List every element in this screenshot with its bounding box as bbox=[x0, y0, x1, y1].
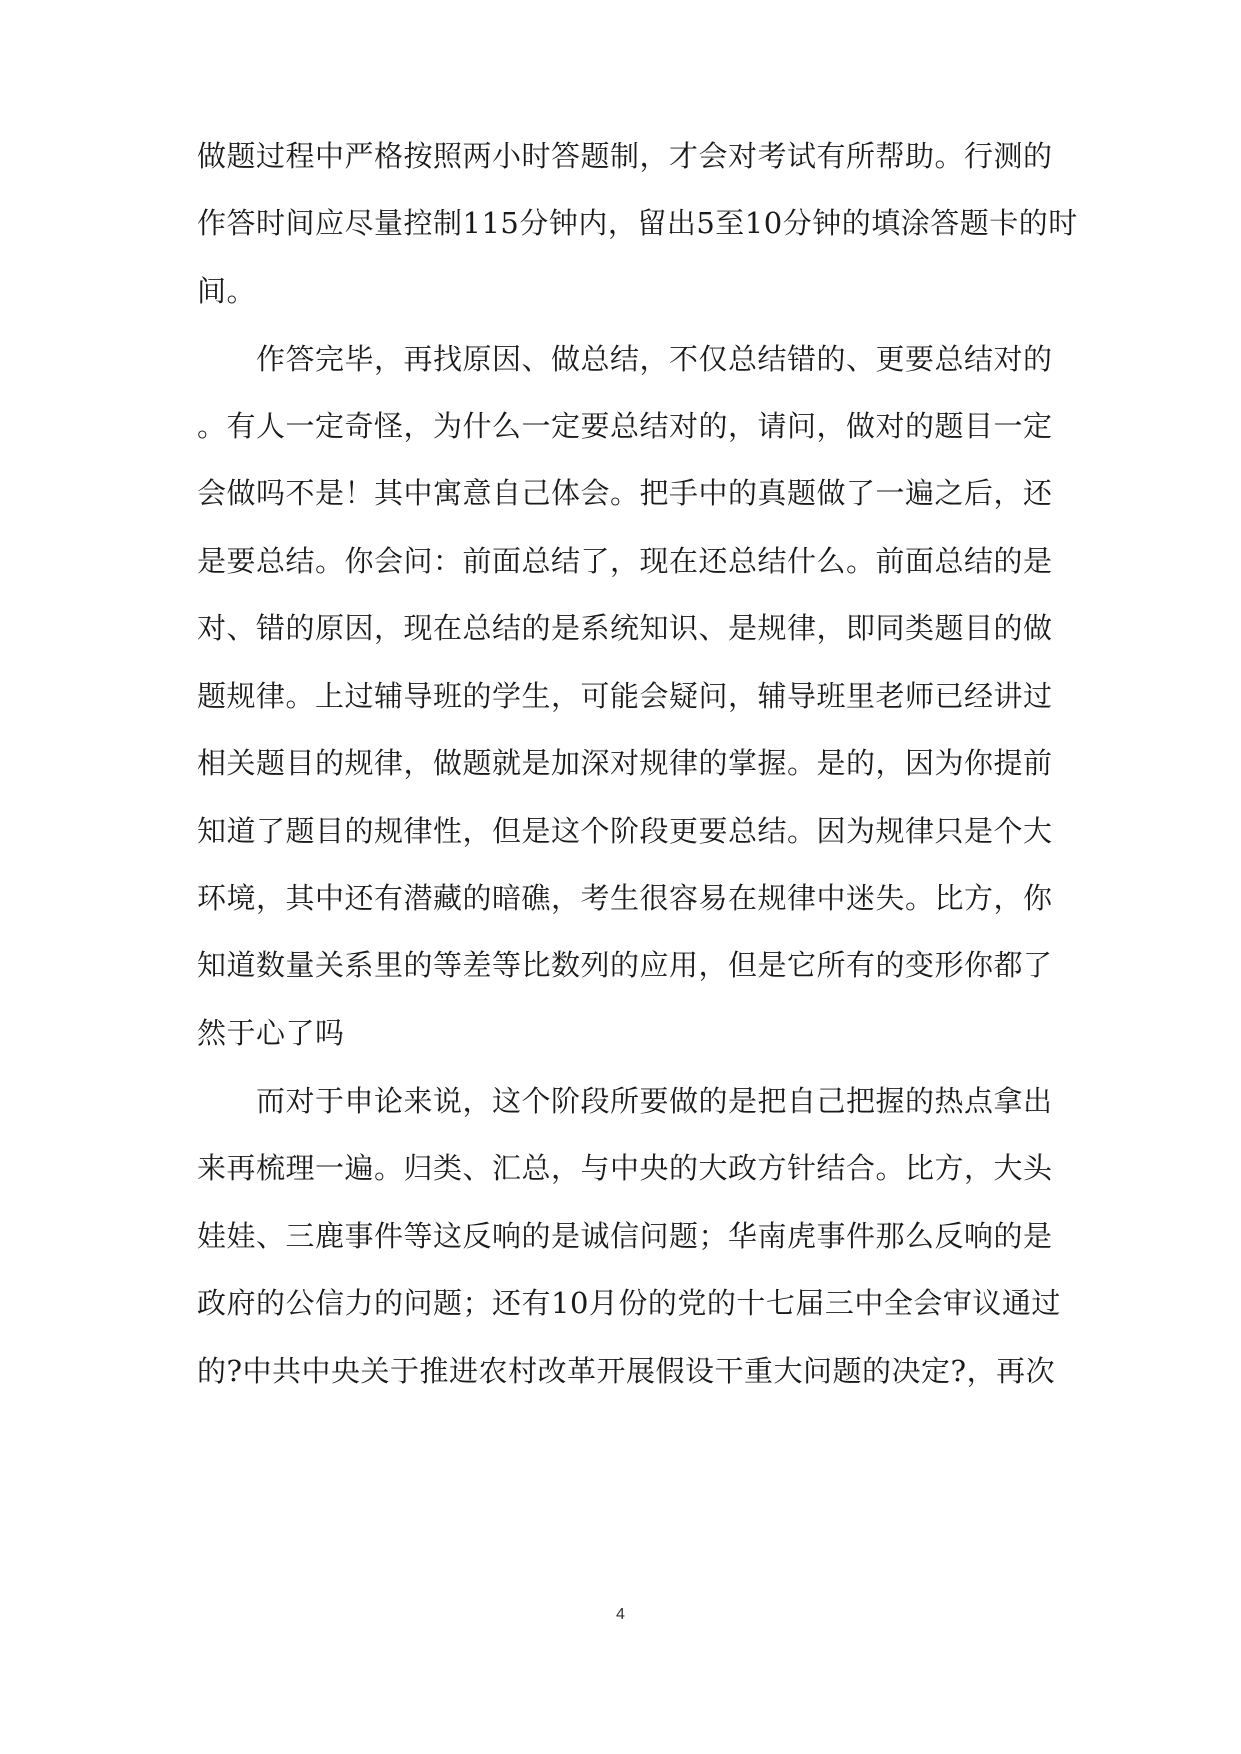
text-line: 的?中共中央关于推进农村改革开展假设干重大问题的决定?，再次 bbox=[197, 1354, 1056, 1388]
text-line: 而对于申论来说，这个阶段所要做的是把自己把握的热点拿出 bbox=[256, 1084, 1053, 1118]
text-line: 会做吗不是！其中寓意自己体会。把手中的真题做了一遍之后，还 bbox=[197, 476, 1053, 510]
text-line: 知道了题目的规律性，但是这个阶段更要总结。因为规律只是个大 bbox=[197, 814, 1053, 848]
text-line: 作答时间应尽量控制115分钟内，留出5至10分钟的填涂答题卡的时 bbox=[197, 206, 1078, 240]
text-line: 做题过程中严格按照两小时答题制，才会对考试有所帮助。行测的 bbox=[197, 139, 1053, 173]
text-line: 来再梳理一遍。归类、汇总，与中央的大政方针结合。比方，大头 bbox=[197, 1151, 1053, 1185]
page-number: 4 bbox=[616, 1606, 625, 1623]
text-line: 是要总结。你会问：前面总结了，现在还总结什么。前面总结的是 bbox=[197, 544, 1053, 578]
text-line: 政府的公信力的问题；还有10月份的党的十七届三中全会审议通过 bbox=[197, 1286, 1061, 1320]
text-line: 然于心了吗 bbox=[197, 1016, 345, 1050]
text-line: 娃娃、三鹿事件等这反响的是诚信问题；华南虎事件那么反响的是 bbox=[197, 1219, 1053, 1253]
text-line: 环境，其中还有潜藏的暗礁，考生很容易在规律中迷失。比方，你 bbox=[197, 881, 1053, 915]
text-line: 知道数量关系里的等差等比数列的应用，但是它所有的变形你都了 bbox=[197, 948, 1053, 982]
text-line: 题规律。上过辅导班的学生，可能会疑问，辅导班里老师已经讲过 bbox=[197, 679, 1053, 713]
text-line: 。有人一定奇怪，为什么一定要总结对的，请问，做对的题目一定 bbox=[197, 409, 1053, 443]
text-line: 对、错的原因，现在总结的是系统知识、是规律，即同类题目的做 bbox=[197, 611, 1053, 645]
text-line: 相关题目的规律，做题就是加深对规律的掌握。是的，因为你提前 bbox=[197, 746, 1053, 780]
text-line: 间。 bbox=[197, 274, 257, 308]
text-line: 作答完毕，再找原因、做总结，不仅总结错的、更要总结对的 bbox=[256, 342, 1053, 376]
